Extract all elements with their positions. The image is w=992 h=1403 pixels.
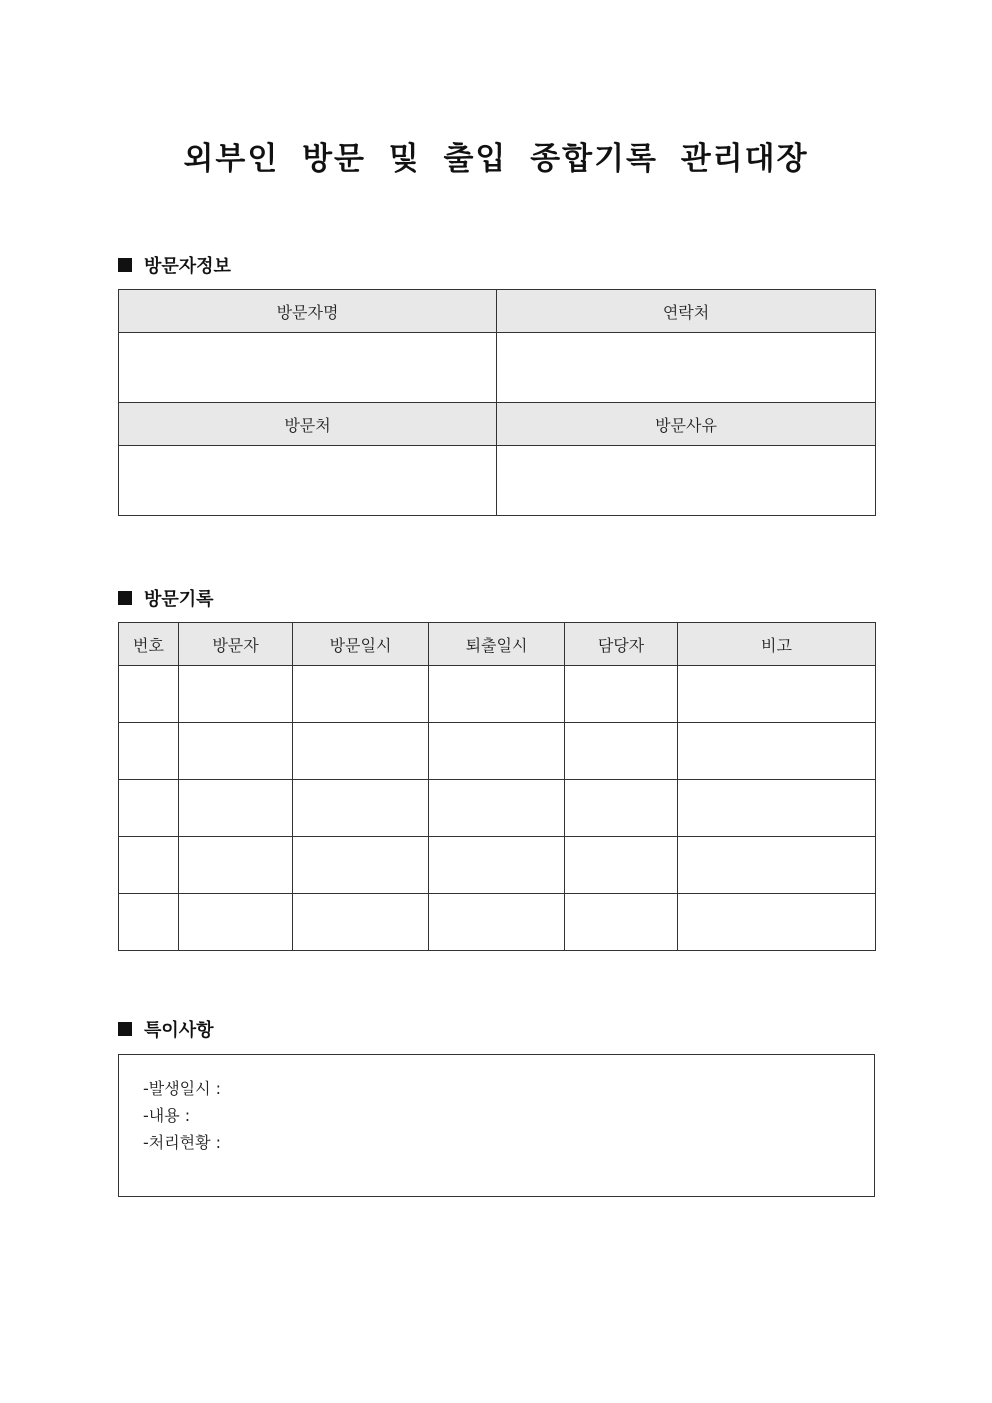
visitor-info-table bbox=[118, 289, 876, 516]
cell-note[interactable] bbox=[678, 666, 876, 723]
visitor-name-field[interactable] bbox=[119, 333, 497, 403]
cell-staff[interactable] bbox=[565, 723, 678, 780]
visit-record-rows bbox=[119, 666, 876, 951]
remarks-line-content: -내용 : bbox=[143, 1106, 191, 1125]
table-row bbox=[119, 666, 876, 723]
square-bullet-icon bbox=[118, 1022, 132, 1036]
column-header-number: 번호 bbox=[119, 623, 179, 666]
cell-note[interactable] bbox=[678, 894, 876, 951]
remarks-box[interactable] bbox=[118, 1054, 875, 1197]
contact-header: 연락처 bbox=[497, 290, 876, 333]
cell-visit-time[interactable] bbox=[293, 837, 429, 894]
document-title: 외부인 방문 및 출입 종합기록 관리대장 bbox=[183, 141, 809, 177]
table-row bbox=[119, 723, 876, 780]
cell-exit-time[interactable] bbox=[429, 666, 565, 723]
purpose-header: 방문사유 bbox=[497, 403, 876, 446]
cell-exit-time[interactable] bbox=[429, 837, 565, 894]
section-heading-remarks bbox=[118, 1017, 214, 1041]
square-bullet-icon bbox=[118, 258, 132, 272]
column-header-staff: 담당자 bbox=[565, 623, 678, 666]
destination-field[interactable] bbox=[119, 446, 497, 516]
cell-visitor[interactable] bbox=[179, 666, 293, 723]
cell-visitor[interactable] bbox=[179, 837, 293, 894]
cell-visit-time[interactable] bbox=[293, 723, 429, 780]
cell-exit-time[interactable] bbox=[429, 723, 565, 780]
cell-visitor[interactable] bbox=[179, 723, 293, 780]
column-header-visitor: 방문자 bbox=[179, 623, 293, 666]
cell-number[interactable] bbox=[119, 666, 179, 723]
table-row bbox=[119, 894, 876, 951]
remarks-line-handling: -처리현황 : bbox=[143, 1133, 222, 1152]
section-heading-visitor-info bbox=[118, 253, 231, 277]
cell-exit-time[interactable] bbox=[429, 894, 565, 951]
cell-number[interactable] bbox=[119, 837, 179, 894]
cell-note[interactable] bbox=[678, 837, 876, 894]
cell-number[interactable] bbox=[119, 780, 179, 837]
cell-note[interactable] bbox=[678, 723, 876, 780]
visitor-name-header: 방문자명 bbox=[119, 290, 497, 333]
section-title: 방문자정보 bbox=[144, 256, 231, 277]
column-header-note: 비고 bbox=[678, 623, 876, 666]
section-title: 방문기록 bbox=[144, 589, 214, 610]
cell-note[interactable] bbox=[678, 780, 876, 837]
column-header-exit-time: 퇴출일시 bbox=[429, 623, 565, 666]
section-heading-visit-record bbox=[118, 586, 214, 610]
cell-staff[interactable] bbox=[565, 837, 678, 894]
contact-field[interactable] bbox=[497, 333, 876, 403]
table-row bbox=[119, 780, 876, 837]
square-bullet-icon bbox=[118, 591, 132, 605]
cell-staff[interactable] bbox=[565, 780, 678, 837]
cell-staff[interactable] bbox=[565, 666, 678, 723]
cell-visit-time[interactable] bbox=[293, 666, 429, 723]
destination-header: 방문처 bbox=[119, 403, 497, 446]
cell-visitor[interactable] bbox=[179, 894, 293, 951]
cell-visit-time[interactable] bbox=[293, 894, 429, 951]
remarks-line-occurrence: -발생일시 : bbox=[143, 1079, 222, 1098]
column-header-visit-time: 방문일시 bbox=[293, 623, 429, 666]
section-title: 특이사항 bbox=[144, 1020, 214, 1041]
cell-number[interactable] bbox=[119, 894, 179, 951]
purpose-field[interactable] bbox=[497, 446, 876, 516]
cell-staff[interactable] bbox=[565, 894, 678, 951]
cell-exit-time[interactable] bbox=[429, 780, 565, 837]
table-row bbox=[119, 837, 876, 894]
cell-number[interactable] bbox=[119, 723, 179, 780]
cell-visitor[interactable] bbox=[179, 780, 293, 837]
cell-visit-time[interactable] bbox=[293, 780, 429, 837]
visit-record-table bbox=[118, 622, 876, 951]
